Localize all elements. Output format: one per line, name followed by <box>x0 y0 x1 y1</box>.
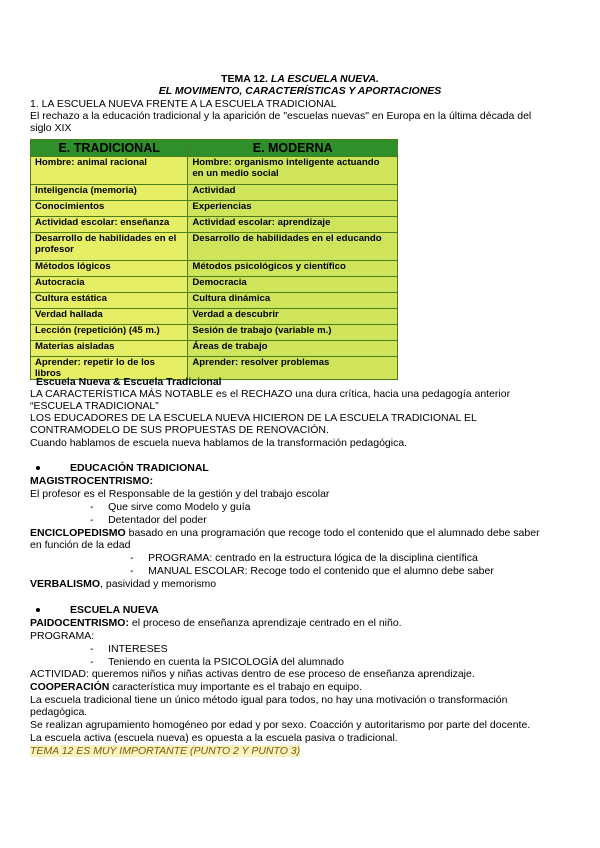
bullet-icon <box>36 608 40 612</box>
comparison-heading: Escuela Nueva & Escuela Tradicional <box>36 376 222 388</box>
cell-moderna: Hombre: organismo inteligente actuando en un medio social <box>188 157 398 185</box>
cooperacion-text: característica muy importante es el trabajo en equipo. <box>109 681 363 693</box>
cell-moderna: Cultura dinámica <box>188 293 398 309</box>
document-subtitle: EL MOVIMENTO, CARACTERÍSTICAS Y APORTACIONES <box>158 85 442 97</box>
cell-tradicional: Desarrollo de habilidades en el profesor <box>31 233 188 261</box>
enciclopedismo-text: basado en una programación que recoge todo el contenido que el alumnado debe saber <box>125 527 540 539</box>
cell-tradicional: Aprender: repetir lo de los libros <box>31 357 188 380</box>
list-item-label: MANUAL ESCOLAR: Recoge todo el contenido que el alumno debe saber <box>148 565 494 577</box>
table-row <box>31 325 398 341</box>
cell-moderna: Aprender: resolver problemas <box>188 357 398 380</box>
paidocentrismo-label: PAIDOCENTRISMO: <box>30 617 129 629</box>
programa-label: PROGRAMA: <box>30 630 95 642</box>
cell-moderna: Democracia <box>188 277 398 293</box>
table-row <box>31 217 398 233</box>
tradicional-method-line-1: La escuela tradicional tiene un único método igual para todos, no hay una motivación o transformación <box>30 694 508 706</box>
intro-line-1: El rechazo a la educación tradicional y la aparición de "escuelas nuevas" en Europa en la última década del <box>30 110 532 122</box>
cell-tradicional: Inteligencia (memoria) <box>31 185 188 201</box>
table-row <box>31 277 398 293</box>
cell-moderna: Sesión de trabajo (variable m.) <box>188 325 398 341</box>
tradicional-heading <box>36 462 209 475</box>
table-row <box>31 341 398 357</box>
tradicional-method-line-2: pedagógica. <box>30 706 88 718</box>
title-prefix: TEMA 12. <box>221 73 268 85</box>
cell-moderna: Métodos psicológicos y científico <box>188 261 398 277</box>
important-note-label: TEMA 12 ES MUY IMPORTANTE (PUNTO 2 Y PUNTO 3) <box>30 745 301 757</box>
cell-tradicional: Métodos lógicos <box>31 261 188 277</box>
title-italic: LA ESCUELA NUEVA. <box>270 73 379 85</box>
list-item-label: Que sirve como Modelo y guía <box>108 501 251 513</box>
list-item: - MANUAL ESCOLAR: Recoge todo el contenido que el alumno debe saber <box>130 565 494 577</box>
list-item-label: Teniendo en cuenta la PSICOLOGÍA del alumnado <box>108 656 344 668</box>
important-note <box>30 745 300 758</box>
list-item-label: INTERESES <box>108 643 168 655</box>
list-item: - Que sirve como Modelo y guía <box>90 501 251 513</box>
cell-moderna: Experiencias <box>188 201 398 217</box>
cell-moderna: Actividad escolar: aprendizaje <box>188 217 398 233</box>
comparison-p2a: LOS EDUCADORES DE LA ESCUELA NUEVA HICIERON DE LA ESCUELA TRADICIONAL EL <box>30 412 477 424</box>
comparison-p1a: LA CARACTERÍSTICA MÁS NOTABLE es el RECHAZO una dura crítica, hacia una pedagogía anterior <box>30 388 511 400</box>
paidocentrismo-line <box>30 617 402 630</box>
verbalismo-line <box>30 578 216 591</box>
verbalismo-label: VERBALISMO <box>30 578 101 590</box>
intro-line-2: siglo XIX <box>30 122 72 134</box>
list-item-label: PROGRAMA: centrado en la estructura lógica de la disciplina científica <box>148 552 478 564</box>
cell-moderna: Áreas de trabajo <box>188 341 398 357</box>
cell-tradicional: Conocimientos <box>31 201 188 217</box>
comparison-table <box>30 139 398 380</box>
cell-tradicional: Hombre: animal racional <box>31 157 188 185</box>
header-moderna: E. MODERNA <box>188 140 398 157</box>
cell-moderna: Actividad <box>188 185 398 201</box>
cell-tradicional: Autocracia <box>31 277 188 293</box>
cell-tradicional: Verdad hallada <box>31 309 188 325</box>
tradicional-heading-label: EDUCACIÓN TRADICIONAL <box>70 462 209 474</box>
table-row <box>31 261 398 277</box>
agrupamiento-text: Se realizan agrupamiento homogéneo por edad y por sexo. Coacción y autoritarismo por parte del docente. <box>30 719 531 731</box>
cell-moderna: Verdad a descubrir <box>188 309 398 325</box>
table-row <box>31 201 398 217</box>
verbalismo-text: , pasividad y memorismo <box>100 578 217 590</box>
nueva-heading <box>36 604 159 617</box>
table-row <box>31 309 398 325</box>
paidocentrismo-text: el proceso de enseñanza aprendizaje centrado en el niño. <box>128 617 402 629</box>
enciclopedismo-text-2: en función de la edad <box>30 539 131 551</box>
cell-tradicional: Cultura estática <box>31 293 188 309</box>
list-item-label: Detentador del poder <box>108 514 207 526</box>
cooperacion-label: COOPERACIÓN <box>30 681 110 693</box>
cell-tradicional: Materias aisladas <box>31 341 188 357</box>
magistro-label: MAGISTROCENTRISMO: <box>30 475 154 487</box>
header-tradicional: E. TRADICIONAL <box>31 140 188 157</box>
enciclopedismo-label: ENCICLOPEDISMO <box>30 527 126 539</box>
list-item: - PROGRAMA: centrado en la estructura lógica de la disciplina científica <box>130 552 478 564</box>
table-row <box>31 293 398 309</box>
section-1-heading: 1. LA ESCUELA NUEVA FRENTE A LA ESCUELA TRADICIONAL <box>30 98 337 110</box>
list-item: - INTERESES <box>90 643 168 655</box>
list-item: - Detentador del poder <box>90 514 207 526</box>
comparison-p2b: CONTRAMODELO DE SUS PROPUESTAS DE RENOVACIÓN. <box>30 424 329 436</box>
cell-tradicional: Lección (repetición) (45 m.) <box>31 325 188 341</box>
table-row <box>31 233 398 261</box>
table-row <box>31 185 398 201</box>
comparison-p1b: “ESCUELA TRADICIONAL” <box>30 400 159 412</box>
table-row <box>31 157 398 185</box>
comparison-p3: Cuando hablamos de escuela nueva hablamos de la transformación pedagógica. <box>30 437 408 449</box>
escuela-activa-text: La escuela activa (escuela nueva) es opuesta a la escuela pasiva o tradicional. <box>30 732 398 744</box>
actividad-text: ACTIVIDAD: queremos niños y niñas activas dentro de ese proceso de enseñanza aprendizaje. <box>30 668 475 680</box>
list-item: - Teniendo en cuenta la PSICOLOGÍA del alumnado <box>90 656 344 668</box>
nueva-heading-label: ESCUELA NUEVA <box>70 604 159 616</box>
cell-tradicional: Actividad escolar: enseñanza <box>31 217 188 233</box>
bullet-icon <box>36 466 40 470</box>
magistro-text: El profesor es el Responsable de la gestión y del trabajo escolar <box>30 488 330 500</box>
cooperacion-line <box>30 681 362 694</box>
cell-moderna: Desarrollo de habilidades en el educando <box>188 233 398 261</box>
